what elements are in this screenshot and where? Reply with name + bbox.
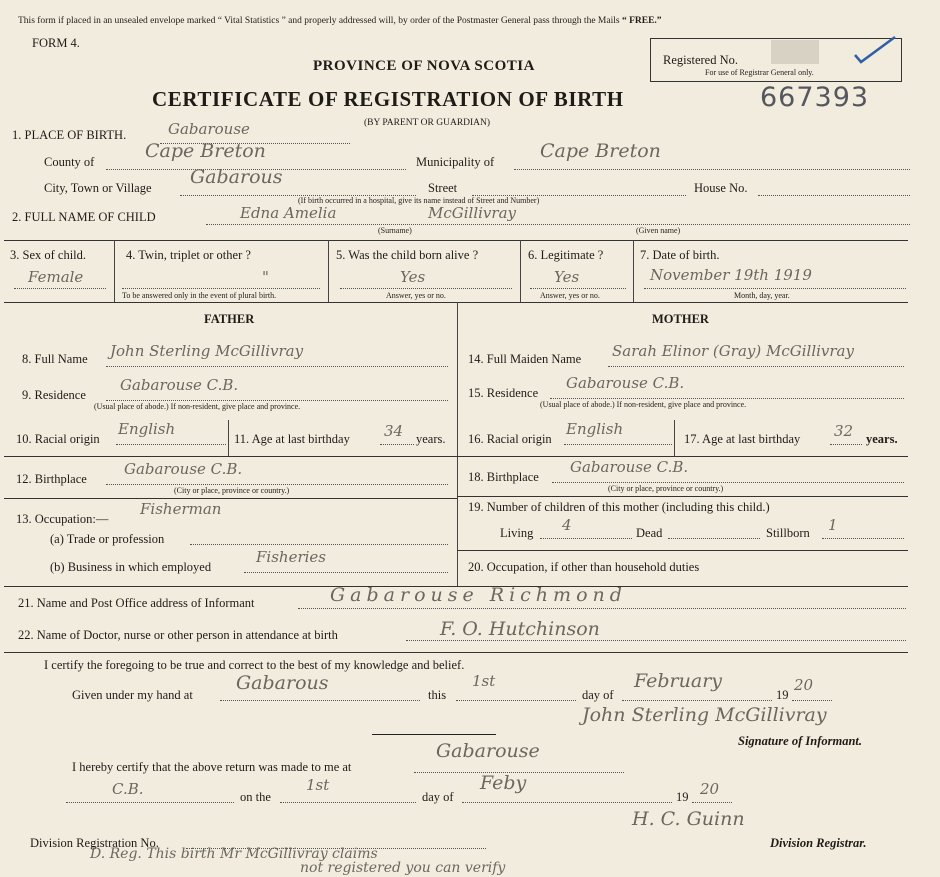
mother-age-label: 17. Age at last birthday (684, 432, 801, 446)
father-name-label: 8. Full Name (22, 352, 88, 366)
registrar-year-value: 20 (700, 780, 720, 798)
legitimate-label: 6. Legitimate ? (528, 248, 604, 262)
mother-birthplace-label: 18. Birthplace (468, 470, 539, 484)
twin-value: " (262, 268, 269, 286)
father-residence-label: 9. Residence (22, 388, 86, 402)
certify-day-value: 1st (472, 672, 496, 690)
doctor-value: F. O. Hutchinson (440, 618, 600, 640)
blue-check-mark (851, 35, 899, 65)
informant-signature: John Sterling McGillivray (582, 704, 827, 726)
mother-age-value: 32 (834, 422, 854, 440)
city-label: City, Town or Village (44, 181, 152, 195)
child-name-label: 2. FULL NAME OF CHILD (12, 210, 156, 224)
mother-years-label: years. (866, 432, 898, 446)
date-of-birth-label: 7. Date of birth. (640, 248, 720, 262)
children-count-label: 19. Number of children of this mother (including this child.) (468, 500, 770, 514)
informant-signature-label: Signature of Informant. (738, 734, 862, 748)
mother-racial-label: 16. Racial origin (468, 432, 552, 446)
registered-label: Registered No. (663, 53, 738, 67)
mother-occupation-label: 20. Occupation, if other than household duties (468, 560, 700, 574)
father-racial-label: 10. Racial origin (16, 432, 100, 446)
municipality-value: Cape Breton (540, 140, 661, 162)
twin-note: To be answered only in the event of plural birth. (122, 291, 277, 300)
father-birthplace-note: (City or place, province or country.) (174, 486, 290, 495)
county-label: County of (44, 155, 95, 169)
registered-note: For use of Registrar General only. (705, 68, 814, 77)
registrar-on-the-label: on the (240, 790, 271, 804)
given-under-label: Given under my hand at (72, 688, 193, 702)
mail-notice: This form if placed in an unsealed envelope marked “ Vital Statistics ” and properly addressed will, by order of the Postmaster General pass through the Mails “ FREE.” (18, 16, 662, 26)
father-residence-note: (Usual place of abode.) If non-resident, give place and province. (94, 402, 301, 411)
city-value: Gabarous (190, 166, 283, 188)
legitimate-value: Yes (554, 268, 580, 286)
living-value: 4 (562, 516, 572, 534)
registrar-statement: I hereby certify that the above return was made to me at (72, 760, 352, 774)
father-heading: FATHER (204, 312, 255, 326)
certify-month-value: February (634, 670, 723, 692)
informant-label: 21. Name and Post Office address of Informant (18, 596, 255, 610)
living-label: Living (500, 526, 534, 540)
margin-note-line-2: not registered you can verify (300, 860, 506, 876)
margin-note-line-1: D. Reg. This birth Mr McGillivray claims (90, 846, 378, 862)
certify-year-value: 20 (794, 676, 814, 694)
division-registrar-label: Division Registrar. (770, 836, 867, 850)
given-name-caption: (Given name) (636, 226, 681, 235)
born-alive-note: Answer, yes or no. (386, 291, 446, 300)
registrar-month-value: Feby (480, 772, 527, 794)
mail-notice-free: “ FREE.” (621, 16, 662, 26)
doctor-label: 22. Name of Doctor, nurse or other person in attendance at birth (18, 628, 338, 642)
trade-label: (a) Trade or profession (50, 532, 165, 546)
certificate-subtitle: (BY PARENT OR GUARDIAN) (364, 118, 491, 128)
father-occupation-value: Fisherman (140, 500, 222, 518)
father-name-value: John Sterling McGillivray (110, 342, 304, 360)
this-label: this (428, 688, 447, 702)
certify-statement: I certify the foregoing to be true and correct to the best of my knowledge and belief. (44, 658, 465, 672)
business-value: Fisheries (256, 548, 326, 566)
date-of-birth-value: November 19th 1919 (650, 266, 812, 284)
registrar-place2-value: C.B. (112, 780, 144, 798)
father-age-label: 11. Age at last birthday (234, 432, 350, 446)
certify-year-prefix: 19 (776, 688, 789, 702)
mother-birthplace-value: Gabarouse C.B. (570, 458, 689, 476)
surname-caption: (Surname) (378, 226, 412, 235)
municipality-label: Municipality of (416, 155, 495, 169)
province-heading: PROVINCE OF NOVA SCOTIA (313, 58, 535, 74)
division-registration-label: Division Registration No. (30, 836, 159, 850)
business-label: (b) Business in which employed (50, 560, 212, 574)
mother-racial-value: English (566, 420, 624, 438)
form-number: FORM 4. (32, 36, 80, 50)
registration-box (650, 38, 902, 82)
registrar-year-prefix: 19 (676, 790, 689, 804)
place-of-birth-value: Gabarouse (168, 120, 250, 138)
house-no-label: House No. (694, 181, 748, 195)
father-birthplace-label: 12. Birthplace (16, 472, 87, 486)
father-years-label: years. (416, 432, 446, 446)
born-alive-label: 5. Was the child born alive ? (336, 248, 479, 262)
certificate-title: CERTIFICATE OF REGISTRATION OF BIRTH (152, 87, 624, 111)
place-of-birth-label: 1. PLACE OF BIRTH. (12, 128, 127, 142)
father-birthplace-value: Gabarouse C.B. (124, 460, 243, 478)
registration-number: 667393 (760, 82, 870, 113)
registrar-day-of-label: day of (422, 790, 454, 804)
twin-label: 4. Twin, triplet or other ? (126, 248, 251, 262)
mother-name-value: Sarah Elinor (Gray) McGillivray (612, 342, 854, 360)
child-surname-value: McGillivray (428, 204, 516, 222)
date-of-birth-note: Month, day, year. (734, 291, 790, 300)
hospital-note: (If birth occurred in a hospital, give its name instead of Street and Number) (298, 196, 540, 205)
mother-residence-label: 15. Residence (468, 386, 539, 400)
child-given-name-value: Edna Amelia (240, 204, 337, 222)
certify-day-of-label: day of (582, 688, 614, 702)
mother-heading: MOTHER (652, 312, 709, 326)
father-racial-value: English (118, 420, 176, 438)
dead-label: Dead (636, 526, 663, 540)
father-age-value: 34 (384, 422, 404, 440)
legitimate-note: Answer, yes or no. (540, 291, 600, 300)
county-value: Cape Breton (145, 140, 266, 162)
born-alive-value: Yes (400, 268, 426, 286)
registrar-signature: H. C. Guinn (632, 808, 745, 830)
mother-residence-value: Gabarouse C.B. (566, 374, 685, 392)
sex-label: 3. Sex of child. (10, 248, 87, 262)
registration-stamp (771, 40, 819, 64)
father-residence-value: Gabarouse C.B. (120, 376, 239, 394)
given-place-value: Gabarous (236, 672, 329, 694)
stillborn-label: Stillborn (766, 526, 810, 540)
informant-value: Gabarouse Richmond (330, 584, 627, 606)
mother-residence-note: (Usual place of abode.) If non-resident, give place and province. (540, 400, 747, 409)
registrar-day-value: 1st (306, 776, 330, 794)
stillborn-value: 1 (828, 516, 838, 534)
sex-value: Female (28, 268, 84, 286)
registrar-place-value: Gabarouse (436, 740, 540, 762)
father-occupation-label: 13. Occupation:— (16, 512, 109, 526)
street-label: Street (428, 181, 458, 195)
mother-birthplace-note: (City or place, province or country.) (608, 484, 724, 493)
mother-name-label: 14. Full Maiden Name (468, 352, 582, 366)
